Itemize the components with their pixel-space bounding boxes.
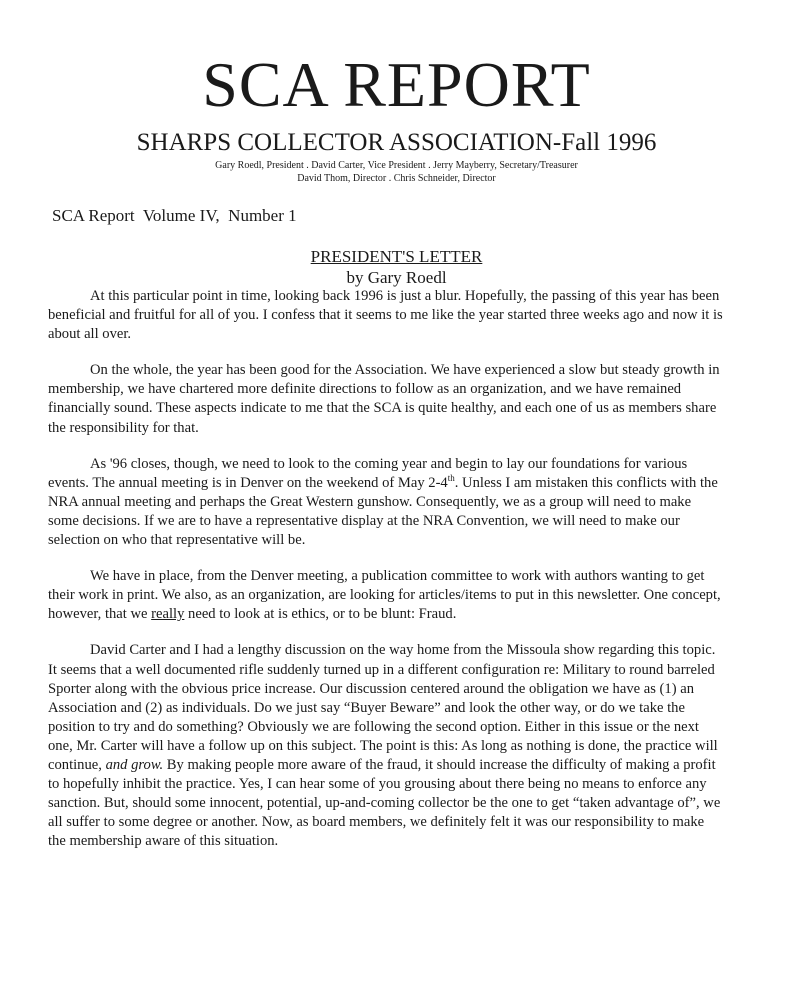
paragraph-5 (48, 641, 724, 851)
paragraph-4-part-a: We have in place, from the Denver meeting, a publication committee to work with authors wanting to get their work in print. We also, as an organization, are looking for articles/items to put in this newsletter. One concept, however, that we (48, 568, 721, 623)
paragraph-5-part-b: By making people more aware of the fraud, it should increase the difficulty of making a profit to hopefully inhibit the practice. Yes, I can hear some of you grousing about there being no means to enforce any sanction. But, should some innocent, potential, up-and-coming collector be the one to get “taken advantage of”, we all suffer to some degree or another. Now, as board members, we definitely felt it was our responsibility to make the membership aware of this situation. (48, 756, 721, 850)
report-title: SCA REPORT (202, 49, 591, 120)
officers-line-1: Gary Roedl, President . David Carter, Vice President . Jerry Mayberry, Secretary/Treasurer (215, 160, 578, 171)
officers-line-2: David Thom, Director . Chris Schneider, Director (297, 173, 496, 184)
letter-byline: by Gary Roedl (346, 268, 447, 287)
emphasis-really: really (151, 606, 185, 623)
paragraph-2: On the whole, the year has been good for the Association. We have experienced a slow but steady growth in membership, we have chartered more definite directions to follow as an organization, and we have remained financially sound. These aspects indicate to me that the SCA is quite healthy, and each one of us as members share the responsibility for that. (48, 362, 720, 436)
letter-body (48, 287, 724, 868)
paragraph-5-part-a: David Carter and I had a lengthy discussion on the way home from the Missoula show regarding this topic. It seems that a well documented rifle suddenly turned up in a different configuration re: Military to round barreled Sporter along with the obvious price increase. Our discussion centered around the obligation we have as (1) an Association and (2) as individuals. Do we just say “Buyer Beware” and look the other way, or do we take the position to try and do something? Obviously we are following the second option. Either in this issue or the next one, Mr. Carter will have a follow up on this subject. The point is this: As long as nothing is done, the practice will continue, (48, 642, 718, 773)
paragraph-3-part-a: As '96 closes, though, we need to look to the coming year and begin to lay our foundations for various events. The annual meeting is in Denver on the weekend of May 2-4 (48, 455, 688, 491)
emphasis-and-grow: and grow. (105, 756, 164, 773)
paragraph-3-part-b: . Unless I am mistaken this conflicts with the NRA annual meeting and perhaps the Great Western gunshow. Consequently, we as a group will need to make some decisions. If we are to have a representative display at the NRA Convention, we will need to make our selection on who that representative will be. (48, 474, 718, 549)
paragraph-3 (48, 455, 724, 550)
ordinal-suffix: th (447, 472, 455, 483)
letter-title: PRESIDENT'S LETTER (310, 247, 483, 266)
masthead (0, 49, 793, 185)
volume-number: SCA Report Volume IV, Number 1 (52, 206, 297, 225)
paragraph-4 (48, 567, 724, 624)
letter-heading (0, 246, 793, 288)
paragraph-4-part-b: need to look at is ethics, or to be blunt: Fraud. (184, 606, 457, 623)
paragraph-1: At this particular point in time, looking back 1996 is just a blur. Hopefully, the passing of this year has been beneficial and fruitful for all of you. I confess that it seems to me like the year started three weeks ago and now it is about all over. (48, 288, 723, 343)
association-subtitle: SHARPS COLLECTOR ASSOCIATION-Fall 1996 (136, 129, 657, 156)
